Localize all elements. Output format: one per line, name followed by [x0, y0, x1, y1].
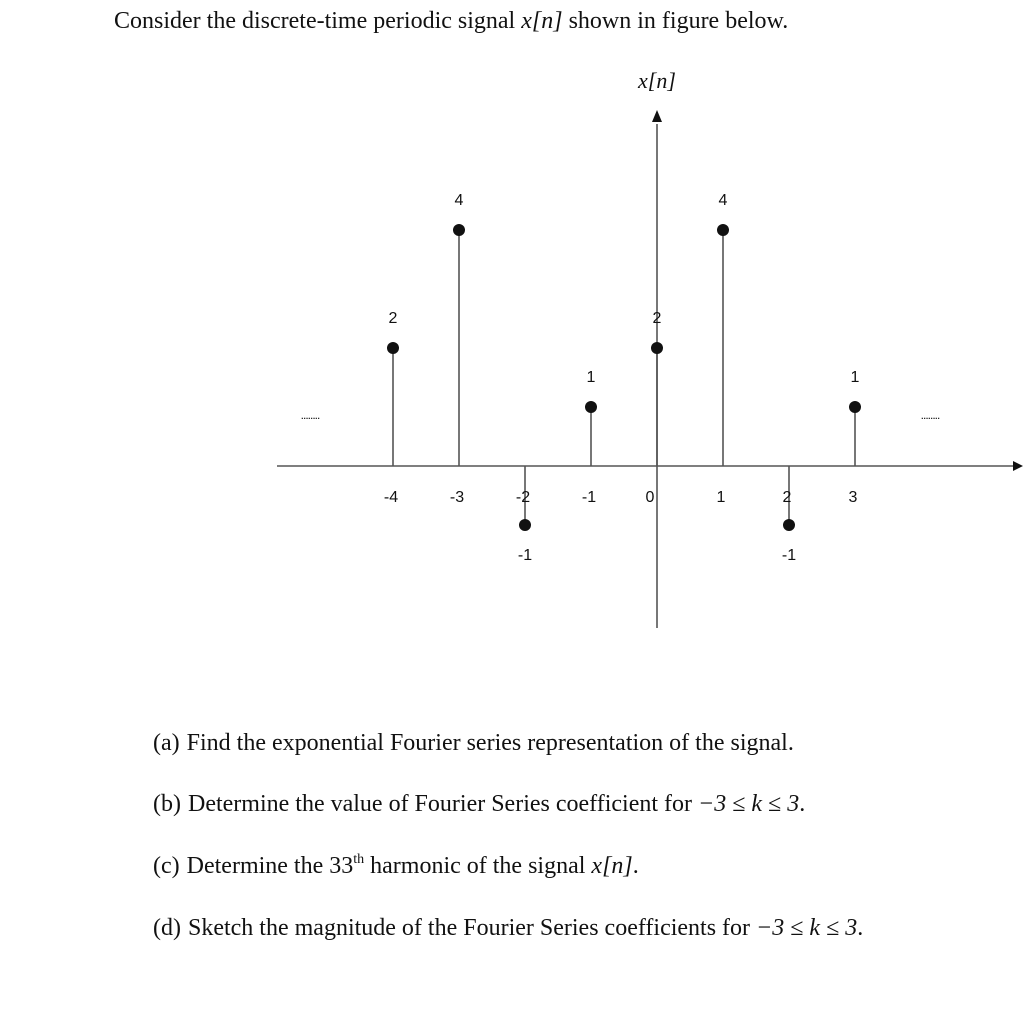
question-marker: (b) — [153, 791, 181, 817]
math-expression: −3 ≤ k ≤ 3 — [756, 915, 858, 941]
intro-text-end: shown in figure below. — [562, 8, 789, 34]
question-item — [153, 730, 794, 757]
stem-point — [387, 342, 399, 354]
y-axis-title: x[n] — [638, 68, 676, 93]
y-axis-arrow-icon — [652, 110, 662, 122]
value-label: -1 — [781, 547, 797, 564]
question-marker: (d) — [153, 915, 181, 941]
tick-label: -4 — [383, 489, 399, 506]
value-label: 4 — [718, 192, 728, 209]
tick-label: 0 — [645, 489, 655, 506]
stem-point — [585, 401, 597, 413]
value-label: 1 — [586, 369, 596, 386]
signal-symbol: x[n] — [521, 8, 563, 34]
continuation-left: ........ — [300, 408, 320, 422]
tick-label: 1 — [716, 489, 726, 506]
tick-label: 2 — [782, 489, 792, 506]
tick-label: -2 — [515, 489, 531, 506]
math-expression: x[n] — [591, 853, 633, 879]
stem-point — [453, 224, 465, 236]
x-axis-arrow-icon — [1013, 461, 1023, 471]
intro-text-start: Consider the discrete-time periodic signal — [114, 8, 522, 34]
signal-stems — [384, 192, 861, 564]
question-text: Determine the 33 — [186, 853, 354, 879]
stem-point — [651, 342, 663, 354]
continuation-right: ........ — [920, 408, 940, 422]
value-label: 2 — [652, 310, 662, 327]
question-item — [153, 915, 863, 942]
stem-point — [519, 519, 531, 531]
tick-label: -1 — [581, 489, 597, 506]
question-text: harmonic of the signal — [364, 853, 592, 879]
question-item — [153, 791, 805, 818]
math-expression: −3 ≤ k ≤ 3 — [698, 791, 800, 817]
stem-point — [717, 224, 729, 236]
question-item — [153, 853, 639, 880]
tick-label: -3 — [449, 489, 465, 506]
value-label: 1 — [850, 369, 860, 386]
question-marker: (c) — [153, 853, 180, 879]
question-text: Find the exponential Fourier series representation of the signal. — [186, 730, 794, 756]
value-label: 2 — [388, 310, 398, 327]
question-text: Sketch the magnitude of the Fourier Series coefficients for — [187, 915, 757, 941]
value-label: 4 — [454, 192, 464, 209]
question-text: . — [799, 791, 806, 817]
question-text: . — [632, 853, 639, 879]
tick-label: 3 — [848, 489, 858, 506]
value-label: -1 — [517, 547, 533, 564]
question-text: Determine the value of Fourier Series coefficient for — [187, 791, 699, 817]
question-marker: (a) — [153, 730, 180, 756]
stem-point — [783, 519, 795, 531]
question-text: . — [857, 915, 864, 941]
question-text: th — [353, 852, 365, 867]
stem-point — [849, 401, 861, 413]
